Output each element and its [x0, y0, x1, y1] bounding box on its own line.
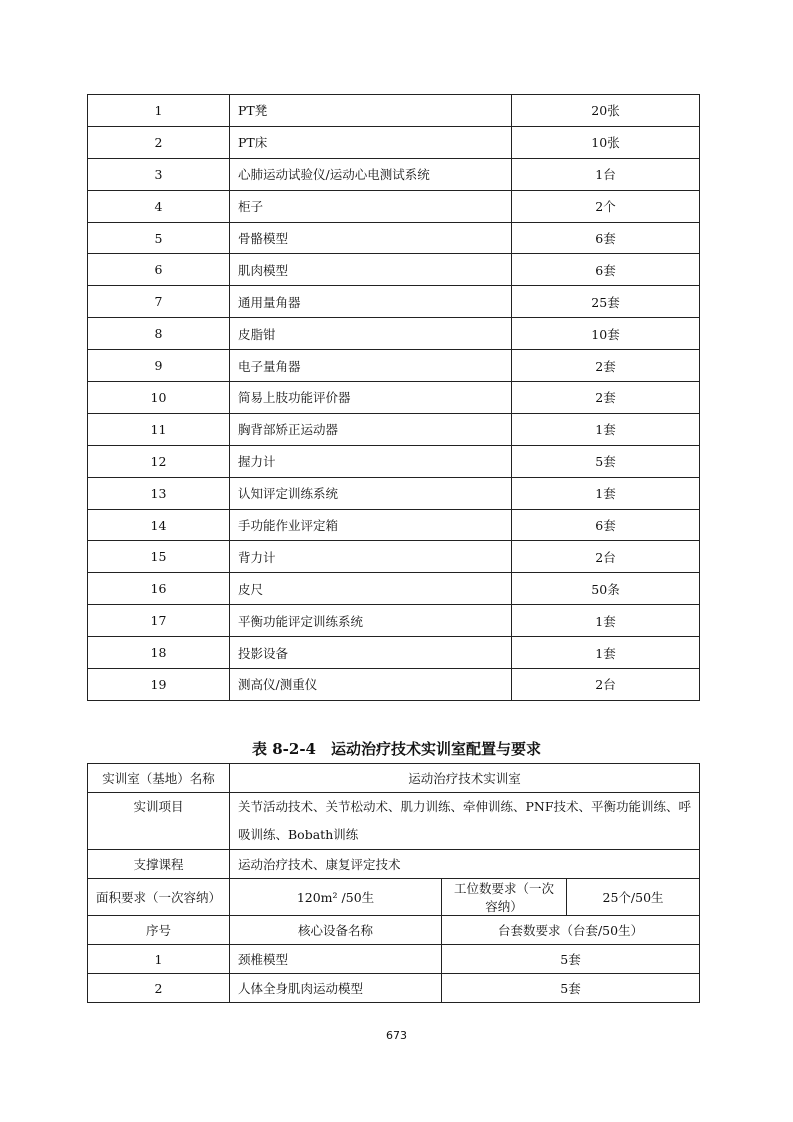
- table-row: [88, 509, 700, 541]
- courses-label: 支撑课程: [88, 850, 230, 879]
- table-row: [88, 669, 700, 701]
- row-no: 8: [88, 318, 230, 350]
- room-row: [88, 764, 700, 793]
- row-qty: 10套: [512, 318, 700, 350]
- row-qty: 1套: [512, 413, 700, 445]
- equipment-header-row: [88, 916, 700, 945]
- header-qty: 台套数要求（台套/50生）: [442, 916, 700, 945]
- table-row: [88, 222, 700, 254]
- table-row: [88, 158, 700, 190]
- table-row: [88, 95, 700, 127]
- projects-label: 实训项目: [88, 793, 230, 850]
- row-no: 17: [88, 605, 230, 637]
- table-row: [88, 382, 700, 414]
- stations-label: 工位数要求（一次容纳）: [442, 879, 567, 916]
- table-row: [88, 637, 700, 669]
- row-no: 7: [88, 286, 230, 318]
- row-no: 2: [88, 126, 230, 158]
- row-qty: 2台: [512, 669, 700, 701]
- row-name: 测高仪/测重仪: [230, 669, 512, 701]
- row-no: 10: [88, 382, 230, 414]
- page-number: 673: [386, 1029, 407, 1042]
- row-no: 16: [88, 573, 230, 605]
- row-qty: 5套: [442, 974, 700, 1003]
- row-name: 背力计: [230, 541, 512, 573]
- row-qty: 1套: [512, 605, 700, 637]
- row-qty: 50条: [512, 573, 700, 605]
- row-name: 心肺运动试验仪/运动心电测试系统: [230, 158, 512, 190]
- stations-value: 25个/50生: [567, 879, 700, 916]
- row-no: 15: [88, 541, 230, 573]
- row-qty: 25套: [512, 286, 700, 318]
- row-qty: 6套: [512, 222, 700, 254]
- row-qty: 20张: [512, 95, 700, 127]
- row-no: 4: [88, 190, 230, 222]
- row-name: 电子量角器: [230, 350, 512, 382]
- room-value: 运动治疗技术实训室: [230, 764, 700, 793]
- row-no: 13: [88, 477, 230, 509]
- row-qty: 2套: [512, 382, 700, 414]
- row-qty: 5套: [442, 945, 700, 974]
- row-no: 18: [88, 637, 230, 669]
- row-no: 1: [88, 95, 230, 127]
- table-row: [88, 254, 700, 286]
- equipment-table: [87, 94, 700, 701]
- row-qty: 1套: [512, 637, 700, 669]
- row-name: PT床: [230, 126, 512, 158]
- table-row: [88, 445, 700, 477]
- area-label: 面积要求（一次容纳）: [88, 879, 230, 916]
- row-name: 颈椎模型: [230, 945, 442, 974]
- row-qty: 2个: [512, 190, 700, 222]
- row-name: 胸背部矫正运动器: [230, 413, 512, 445]
- table-row: [88, 477, 700, 509]
- row-name: 骨骼模型: [230, 222, 512, 254]
- row-no: 2: [88, 974, 230, 1003]
- projects-value: 关节活动技术、关节松动术、肌力训练、牵伸训练、PNF技术、平衡功能训练、呼吸训练、Bobath训练: [230, 793, 700, 850]
- room-label: 实训室（基地）名称: [88, 764, 230, 793]
- row-name: 认知评定训练系统: [230, 477, 512, 509]
- header-name: 核心设备名称: [230, 916, 442, 945]
- lab-config-table: [87, 763, 700, 1003]
- table-row: [88, 573, 700, 605]
- row-no: 14: [88, 509, 230, 541]
- area-value: 120m² /50生: [230, 879, 442, 916]
- row-no: 5: [88, 222, 230, 254]
- row-name: 肌肉模型: [230, 254, 512, 286]
- row-name: 皮脂钳: [230, 318, 512, 350]
- row-name: 人体全身肌肉运动模型: [230, 974, 442, 1003]
- row-no: 11: [88, 413, 230, 445]
- equipment-table-body: [88, 95, 700, 701]
- row-name: 柜子: [230, 190, 512, 222]
- row-no: 3: [88, 158, 230, 190]
- header-no: 序号: [88, 916, 230, 945]
- row-qty: 1套: [512, 477, 700, 509]
- row-qty: 10张: [512, 126, 700, 158]
- projects-row: [88, 793, 700, 850]
- row-name: 简易上肢功能评价器: [230, 382, 512, 414]
- row-no: 12: [88, 445, 230, 477]
- row-no: 9: [88, 350, 230, 382]
- row-qty: 6套: [512, 509, 700, 541]
- table-row: [88, 350, 700, 382]
- row-qty: 5套: [512, 445, 700, 477]
- table-row: [88, 974, 700, 1003]
- table-row: [88, 541, 700, 573]
- table-row: [88, 605, 700, 637]
- row-name: 手功能作业评定箱: [230, 509, 512, 541]
- table-row: [88, 286, 700, 318]
- row-qty: 1台: [512, 158, 700, 190]
- row-name: 皮尺: [230, 573, 512, 605]
- row-no: 1: [88, 945, 230, 974]
- row-name: 通用量角器: [230, 286, 512, 318]
- row-qty: 6套: [512, 254, 700, 286]
- courses-row: [88, 850, 700, 879]
- row-no: 19: [88, 669, 230, 701]
- lab-table-title: 表 8-2-4 运动治疗技术实训室配置与要求: [252, 740, 541, 758]
- table-row: [88, 318, 700, 350]
- courses-value: 运动治疗技术、康复评定技术: [230, 850, 700, 879]
- table-row: [88, 190, 700, 222]
- row-name: 投影设备: [230, 637, 512, 669]
- row-name: PT凳: [230, 95, 512, 127]
- table-row: [88, 945, 700, 974]
- row-qty: 2台: [512, 541, 700, 573]
- row-no: 6: [88, 254, 230, 286]
- row-qty: 2套: [512, 350, 700, 382]
- area-row: [88, 879, 700, 916]
- row-name: 握力计: [230, 445, 512, 477]
- table-row: [88, 126, 700, 158]
- row-name: 平衡功能评定训练系统: [230, 605, 512, 637]
- table-row: [88, 413, 700, 445]
